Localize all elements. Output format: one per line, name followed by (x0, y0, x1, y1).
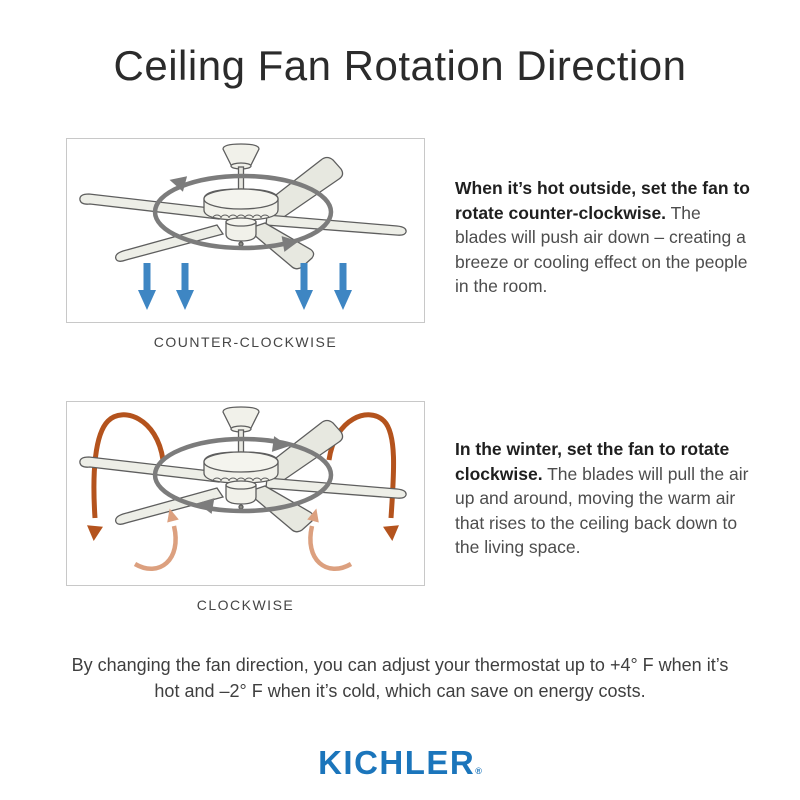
registered-trademark-icon: ® (475, 766, 482, 776)
thermostat-note: By changing the fan direction, you can adjust your thermostat up to +4° F when it’s hot and –2° F when it’s cold, which can save on energy costs. (71, 655, 729, 701)
counter-clockwise-description-body: The blades will push air down – creating a breeze or cooling effect on the people in the room. (455, 202, 748, 296)
kichler-logo (0, 744, 800, 782)
airflow-down-arrows-icon (138, 263, 352, 310)
kichler-logo-text: KICHLER (318, 744, 476, 781)
ceiling-fan-clockwise-icon (67, 402, 424, 585)
clockwise-description-body: The blades will pull the air up and around, moving the warm air that rises to the ceiling back down to the living space. (455, 463, 749, 557)
counter-clockwise-fan-diagram (66, 138, 425, 323)
clockwise-description (455, 437, 753, 560)
counter-clockwise-description (455, 176, 753, 299)
page-title: Ceiling Fan Rotation Direction (113, 42, 687, 89)
ceiling-fan-counter-clockwise-icon (67, 139, 424, 322)
clockwise-caption: CLOCKWISE (196, 597, 295, 613)
clockwise-description-lead: In the winter, set the fan to rotate clockwise. (455, 439, 730, 484)
clockwise-fan-diagram (66, 401, 425, 586)
counter-clockwise-caption: COUNTER-CLOCKWISE (153, 334, 338, 350)
rising-air-arrows-icon (135, 507, 351, 569)
counter-clockwise-description-lead: When it’s hot outside, set the fan to rotate counter-clockwise. (455, 178, 750, 223)
